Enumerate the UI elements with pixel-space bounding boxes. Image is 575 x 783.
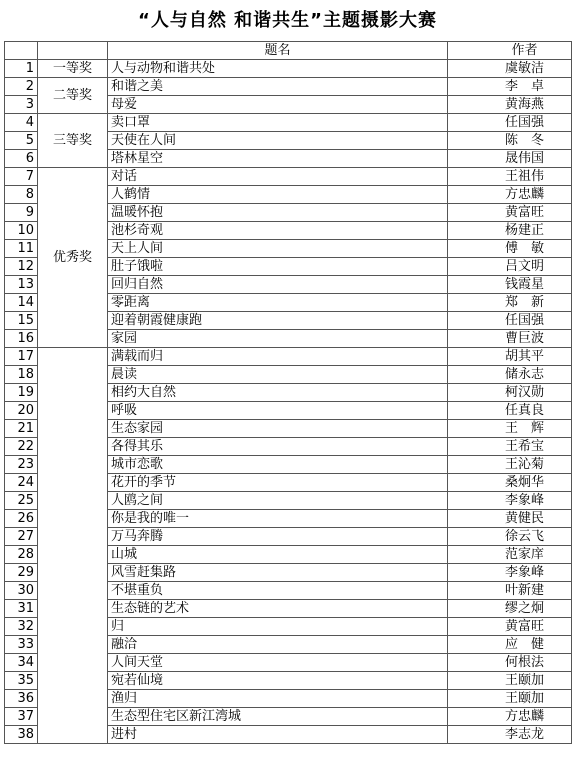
- work-title: 宛若仙境: [108, 672, 448, 690]
- author-name: 任真良: [448, 402, 572, 420]
- author-name: 王希宝: [448, 438, 572, 456]
- author-name: 王 辉: [448, 420, 572, 438]
- row-number: 28: [5, 546, 38, 564]
- award-level: 一等奖: [38, 60, 108, 78]
- author-name: 桑炯华: [448, 474, 572, 492]
- author-name: 虞敏洁: [448, 60, 572, 78]
- author-name: 王沁菊: [448, 456, 572, 474]
- row-number: 5: [5, 132, 38, 150]
- author-name: 李 卓: [448, 78, 572, 96]
- row-number: 21: [5, 420, 38, 438]
- work-title: 你是我的唯一: [108, 510, 448, 528]
- work-title: 花开的季节: [108, 474, 448, 492]
- row-number: 17: [5, 348, 38, 366]
- work-title: 母爱: [108, 96, 448, 114]
- author-name: 杨建正: [448, 222, 572, 240]
- table-row: [5, 60, 572, 78]
- work-title: 各得其乐: [108, 438, 448, 456]
- author-name: 李象峰: [448, 564, 572, 582]
- author-name: 傅 敏: [448, 240, 572, 258]
- header-row: [5, 42, 572, 60]
- row-number: 38: [5, 726, 38, 744]
- row-number: 4: [5, 114, 38, 132]
- work-title: 人与动物和谐共处: [108, 60, 448, 78]
- work-title: 风雪赶集路: [108, 564, 448, 582]
- work-title: 肚子饿啦: [108, 258, 448, 276]
- author-name: 何根法: [448, 654, 572, 672]
- work-title: 进村: [108, 726, 448, 744]
- work-title: 生态链的艺术: [108, 600, 448, 618]
- work-title: 城市恋歌: [108, 456, 448, 474]
- author-name: 储永志: [448, 366, 572, 384]
- author-name: 范家庠: [448, 546, 572, 564]
- author-name: 钱霞星: [448, 276, 572, 294]
- work-title: 山城: [108, 546, 448, 564]
- work-title: 天使在人间: [108, 132, 448, 150]
- row-number: 24: [5, 474, 38, 492]
- row-number: 37: [5, 708, 38, 726]
- work-title: 池杉奇观: [108, 222, 448, 240]
- row-number: 15: [5, 312, 38, 330]
- author-name: 王颐加: [448, 672, 572, 690]
- work-title: 生态家园: [108, 420, 448, 438]
- author-name: 王祖伟: [448, 168, 572, 186]
- row-number: 10: [5, 222, 38, 240]
- work-title: 天上人间: [108, 240, 448, 258]
- row-number: 31: [5, 600, 38, 618]
- author-name: 郑 新: [448, 294, 572, 312]
- work-title: 融洽: [108, 636, 448, 654]
- author-name: 黄健民: [448, 510, 572, 528]
- row-number: 16: [5, 330, 38, 348]
- author-name: 方忠麟: [448, 186, 572, 204]
- author-name: 徐云飞: [448, 528, 572, 546]
- row-number: 1: [5, 60, 38, 78]
- row-number: 26: [5, 510, 38, 528]
- author-name: 任国强: [448, 114, 572, 132]
- author-name: 叶新建: [448, 582, 572, 600]
- work-title: 晨读: [108, 366, 448, 384]
- row-number: 8: [5, 186, 38, 204]
- row-number: 35: [5, 672, 38, 690]
- author-name: 黄富旺: [448, 204, 572, 222]
- row-number: 7: [5, 168, 38, 186]
- award-level: 优秀奖: [38, 168, 108, 348]
- row-number: 25: [5, 492, 38, 510]
- table-row: [5, 168, 572, 186]
- row-number: 18: [5, 366, 38, 384]
- work-title: 卖口罩: [108, 114, 448, 132]
- work-title: 归: [108, 618, 448, 636]
- table-row: [5, 114, 572, 132]
- work-title: 人鸥之间: [108, 492, 448, 510]
- row-number: 6: [5, 150, 38, 168]
- work-title: 渔归: [108, 690, 448, 708]
- row-number: 29: [5, 564, 38, 582]
- table-row: [5, 78, 572, 96]
- award-level: 二等奖: [38, 78, 108, 114]
- author-name: 吕文明: [448, 258, 572, 276]
- row-number: 13: [5, 276, 38, 294]
- page-title: “人与自然 和谐共生”主题摄影大赛: [138, 10, 437, 31]
- work-title: 回归自然: [108, 276, 448, 294]
- work-title: 塔林星空: [108, 150, 448, 168]
- author-name: 晟伟国: [448, 150, 572, 168]
- work-title: 家园: [108, 330, 448, 348]
- work-title: 人间天堂: [108, 654, 448, 672]
- author-name: 应 健: [448, 636, 572, 654]
- award-level: 三等奖: [38, 114, 108, 168]
- header-number: [5, 42, 38, 60]
- award-table: [4, 41, 572, 744]
- header-award: [38, 42, 108, 60]
- work-title: 呼吸: [108, 402, 448, 420]
- work-title: 和谐之美: [108, 78, 448, 96]
- author-name: 黄海燕: [448, 96, 572, 114]
- row-number: 36: [5, 690, 38, 708]
- author-name: 柯汉勋: [448, 384, 572, 402]
- row-number: 11: [5, 240, 38, 258]
- work-title: 不堪重负: [108, 582, 448, 600]
- author-name: 陈 冬: [448, 132, 572, 150]
- work-title: 温暖怀抱: [108, 204, 448, 222]
- row-number: 30: [5, 582, 38, 600]
- work-title: 迎着朝霞健康跑: [108, 312, 448, 330]
- row-number: 19: [5, 384, 38, 402]
- header-author: 作者: [448, 42, 572, 60]
- row-number: 23: [5, 456, 38, 474]
- row-number: 9: [5, 204, 38, 222]
- work-title: 人鹤情: [108, 186, 448, 204]
- row-number: 3: [5, 96, 38, 114]
- row-number: 22: [5, 438, 38, 456]
- author-name: 胡其平: [448, 348, 572, 366]
- author-name: 李志龙: [448, 726, 572, 744]
- row-number: 27: [5, 528, 38, 546]
- work-title: 相约大自然: [108, 384, 448, 402]
- author-name: 方忠麟: [448, 708, 572, 726]
- row-number: 14: [5, 294, 38, 312]
- work-title: 零距离: [108, 294, 448, 312]
- author-name: 黄富旺: [448, 618, 572, 636]
- author-name: 任国强: [448, 312, 572, 330]
- work-title: 满载而归: [108, 348, 448, 366]
- author-name: 王颐加: [448, 690, 572, 708]
- table-row: [5, 348, 572, 366]
- row-number: 32: [5, 618, 38, 636]
- row-number: 34: [5, 654, 38, 672]
- award-level: [38, 348, 108, 744]
- row-number: 12: [5, 258, 38, 276]
- author-name: 缪之炯: [448, 600, 572, 618]
- work-title: 万马奔腾: [108, 528, 448, 546]
- author-name: 李象峰: [448, 492, 572, 510]
- row-number: 33: [5, 636, 38, 654]
- row-number: 2: [5, 78, 38, 96]
- header-title: 题名: [108, 42, 448, 60]
- work-title: 生态型住宅区新江湾城: [108, 708, 448, 726]
- row-number: 20: [5, 402, 38, 420]
- work-title: 对话: [108, 168, 448, 186]
- author-name: 曹巨波: [448, 330, 572, 348]
